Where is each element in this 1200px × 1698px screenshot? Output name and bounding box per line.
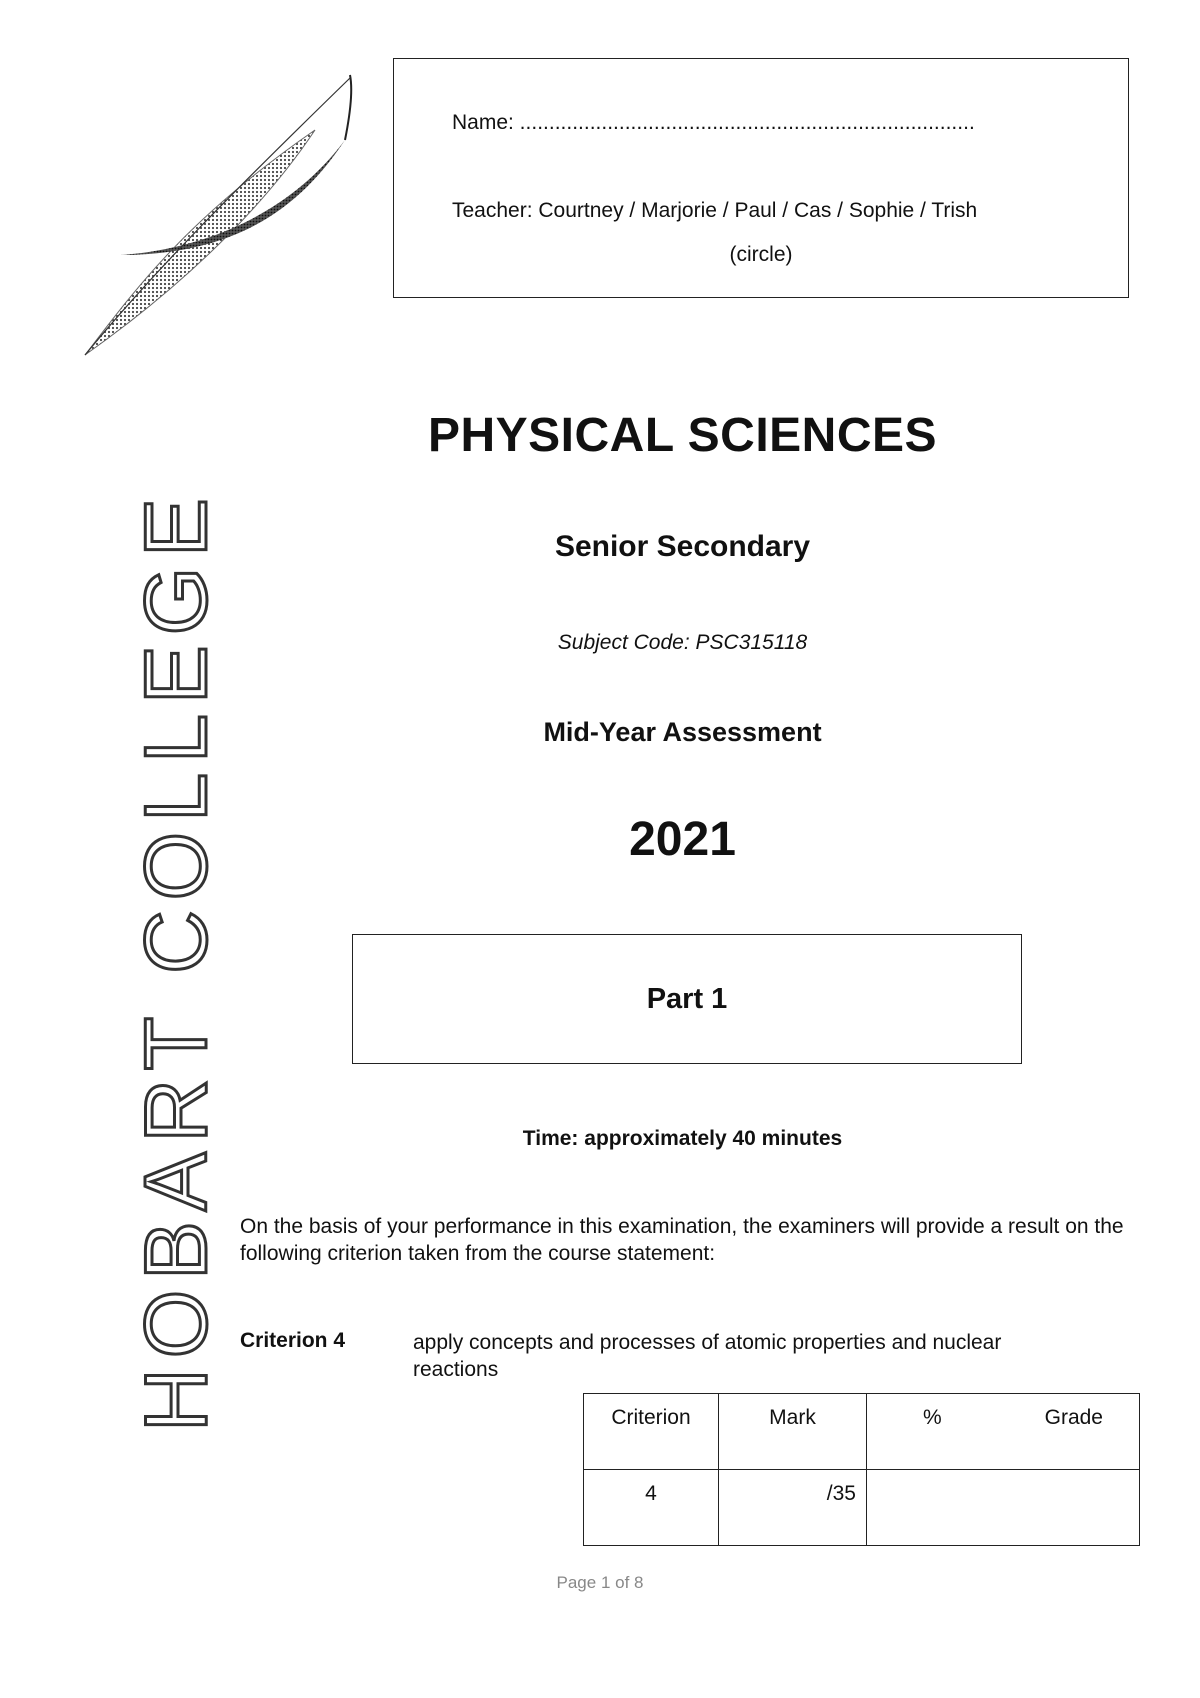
criterion-label: Criterion 4 [240, 1329, 346, 1352]
criterion-description: apply concepts and processes of atomic properties and nuclear reactions [413, 1331, 1002, 1381]
assessment-year: 2021 [629, 813, 736, 866]
table-header-row [584, 1394, 1140, 1470]
intro-paragraph: On the basis of your performance in this examination, the examiners will provide a result on the following criterion taken from the course statement: [240, 1215, 1124, 1265]
cell-criterion: 4 [584, 1470, 719, 1546]
leaf-stem [345, 75, 351, 140]
page-number: Page 1 of 8 [556, 1573, 644, 1592]
name-field[interactable]: Name: .............................................................................. [452, 111, 975, 134]
time-allowed: Time: approximately 40 minutes [522, 1127, 843, 1150]
results-table [583, 1393, 1140, 1546]
student-details-box [393, 58, 1129, 298]
document-title: PHYSICAL SCIENCES [427, 409, 938, 462]
part-label: Part 1 [646, 982, 728, 1015]
assessment-name: Mid-Year Assessment [543, 717, 822, 747]
table-row [584, 1470, 1140, 1546]
part-box [352, 934, 1022, 1064]
header-grade: Grade [1044, 1406, 1103, 1429]
cell-mark: /35 [719, 1470, 867, 1546]
circle-instruction: (circle) [729, 243, 793, 266]
header-mark: Mark [719, 1394, 867, 1470]
header-percent: % [923, 1406, 942, 1429]
document-subtitle: Senior Secondary [554, 530, 811, 563]
header-percent-grade [867, 1394, 1140, 1470]
header-criterion: Criterion [584, 1394, 719, 1470]
cell-percent-grade [867, 1470, 1140, 1546]
college-name: HOBART COLLEGE [126, 488, 225, 1432]
college-logo [75, 70, 365, 370]
subject-code: Subject Code: PSC315118 [557, 631, 808, 654]
teacher-options[interactable]: Teacher: Courtney / Marjorie / Paul / Cas / Sophie / Trish [452, 199, 978, 222]
